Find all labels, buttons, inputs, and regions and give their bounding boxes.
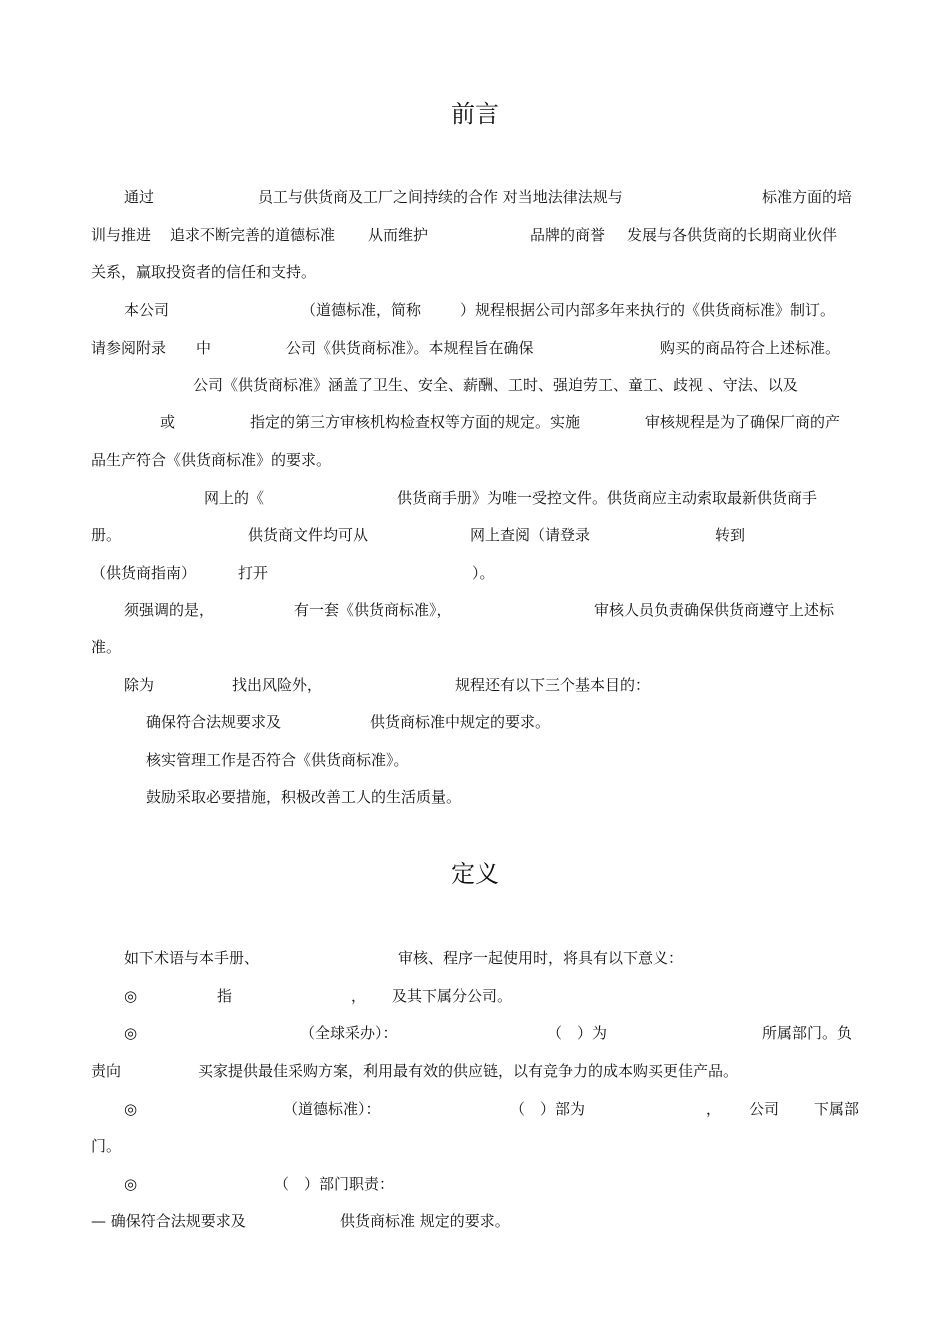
preface-title: 前言: [451, 100, 499, 128]
definition-title: 定义: [451, 860, 499, 888]
bullet-icon: ◎: [124, 1100, 138, 1118]
document-page: 前言 通过 员工与供货商及工厂之间持续的合作 对当地法律法规与 标准方面的培 训与推进 追求不断完善的道德标准 从而维护 品牌的商誉 发展与各供货商的长期商业伙伴 关系，赢取投资者的信任和支持。 本公司 （道德标准，简称 ）规程根据公司内部多年来执行的《供货商标准》制订。 请参阅附录 中 公司《供货商标准》。本规程旨在确保 购买的商品符合上述标准。 公司《供货商标准》涵盖了卫生、安全、薪酬、工时、强迫劳工、童工、歧视 、守法、以及 或 指定的第三方审核机构检查权等方面的规定。实施 审核规程是为了确保厂商的产 品生产符合《供货商标准》的要求。 网上的《 供货商手册》为唯一受控文件。供货商应主动索取最新供货商手 册。 供货商文件均可从 网上查阅（请登录 转到 （供货商指南） 打开 ）。 须强调的是， 有一套《供货商标准》， 审核人员负责确保供货商遵守上述标 准。 除为 找出风险外， 规程还有以下三个基本目的： 确保符合法规要求及 供货商标准中规定的要求。 核实管理工作是否符合《供货商标准》。 鼓励采取必要措施，积极改善工人的生活质量。 定义 如下术语与本手册、 审核、程序一起使用时，将具有以下意义： ◎ 指 ， 及其下属分公司。 ◎ （全球采办）： （ ）为 所属部门。负 责向 买家提供最佳采购方案，利用最有效的供应链，以有竞争力的成本购买更佳产品。 ◎ （道德标准）： （ ）部为 ， 公司 下属部 门。 ◎ （ ）部门职责： — 确保符合法规要求及 供货商标准 规定的要求。: [0, 0, 950, 1344]
bullet-icon: ◎: [124, 1024, 138, 1042]
bullet-icon: ◎: [124, 987, 138, 1005]
bullet-icon: ◎: [124, 1175, 138, 1193]
